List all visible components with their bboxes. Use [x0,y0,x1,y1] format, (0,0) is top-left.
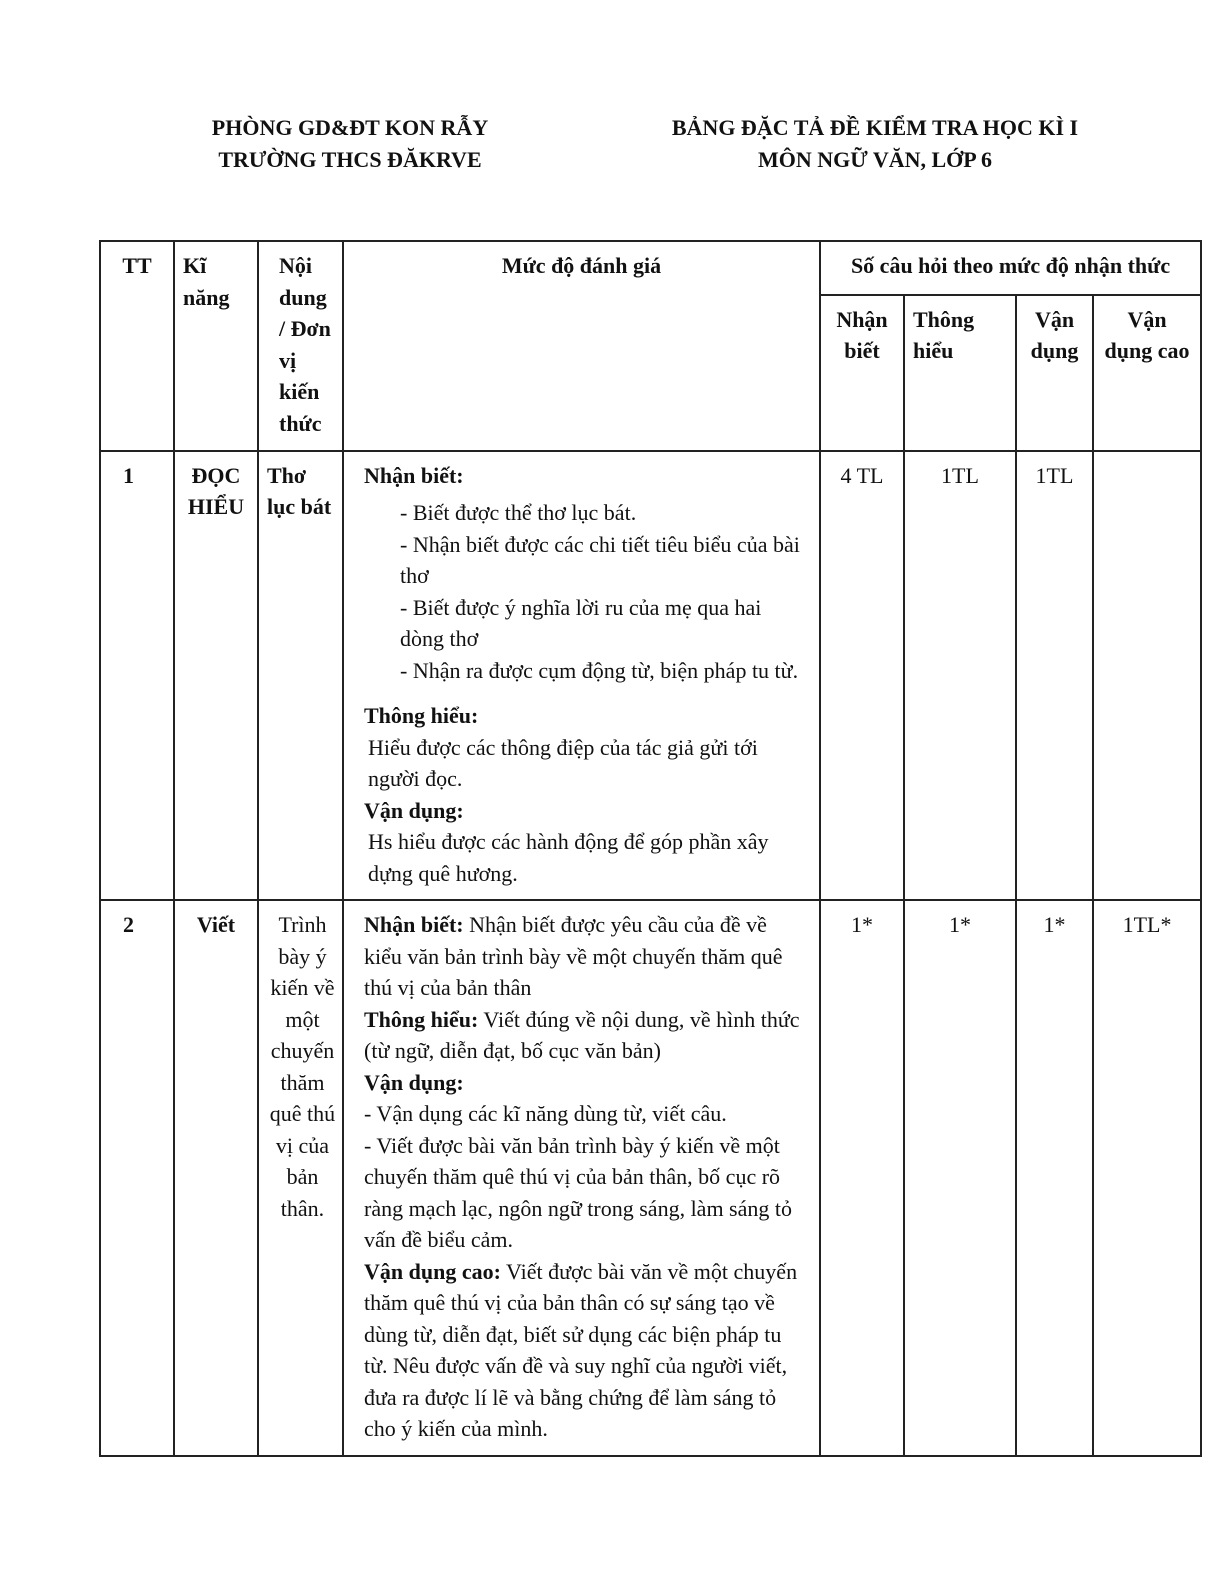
list-item: - Biết được thể thơ lục bát. [400,500,637,525]
col-header-count-group: Số câu hỏi theo mức độ nhận thức [820,241,1201,295]
list-item: - Nhận biết được các chi tiết tiêu biểu của bài thơ [400,531,800,588]
department-name: PHÒNG GD&ĐT KON RẪY [211,115,489,140]
count-apply-high [1093,451,1201,901]
level-text-understand: Hiểu được các thông điệp của tác giả gửi tới người đọc. [368,734,758,791]
level-label-recognize: Nhận biết: [364,462,464,488]
row-number: 1 [100,451,174,901]
col-header-recognize: Nhận biết [820,295,904,451]
row-skill: Viết [174,900,258,1456]
header-row-1 [100,241,1201,295]
col-header-level: Mức độ đánh giá [343,241,820,451]
level-recognize [364,909,803,1004]
list-item: - Biết được ý nghĩa lời ru của mẹ qua hai dòng thơ [400,594,762,651]
row-description [343,451,820,901]
level-label-understand: Thông hiểu: [364,703,479,728]
row-unit: Trình bày ý kiến về một chuyến thăm quê thú vị của bản thân. [258,900,343,1456]
col-header-skill: Kĩ năng [174,241,258,451]
header-left [150,112,550,176]
count-understand: 1TL [904,451,1016,901]
count-recognize: 4 TL [820,451,904,901]
col-header-apply: Vận dụng [1016,295,1093,451]
level-label-apply: Vận dụng: [364,797,464,823]
count-recognize: 1* [820,900,904,1456]
count-apply: 1* [1016,900,1093,1456]
specification-table [99,240,1202,1457]
row-skill: ĐỌC HIỂU [174,451,258,901]
row-description [343,900,820,1456]
list-item: - Vận dụng các kĩ năng dùng từ, viết câu. [364,1101,727,1126]
document-subtitle: MÔN NGỮ VĂN, LỚP 6 [757,147,993,172]
list-item: - Nhận ra được cụm động từ, biện pháp tu từ. [400,657,799,683]
count-apply: 1TL [1016,451,1093,901]
table-row [100,900,1201,1456]
count-understand: 1* [904,900,1016,1456]
level-label-apply-high: Vận dụng cao: [364,1258,501,1284]
header-right [620,112,1130,176]
list-item: - Viết được bài văn bản trình bày ý kiến về một chuyến thăm quê thú vị của bản thân, bố cục rõ ràng mạch lạc, ngôn ngữ trong sáng, làm sáng tỏ vấn đề biểu cảm. [364,1132,792,1252]
level-label-recognize: Nhận biết: [364,912,464,937]
level-understand [364,1004,803,1067]
row-unit: Thơ lục bát [258,451,343,901]
col-header-apply-high: Vận dụng cao [1093,295,1201,451]
col-header-tt: TT [100,241,174,451]
level-text-understand: Viết đúng về nội dung, về hình thức (từ ngữ, diễn đạt, bố cục văn bản) [364,1006,800,1063]
count-apply-high: 1TL* [1093,900,1201,1456]
level-label-apply: Vận dụng: [364,1069,464,1095]
school-name: TRƯỜNG THCS ĐĂKRVE [218,147,482,172]
row-number: 2 [100,900,174,1456]
table-row [100,451,1201,901]
col-header-unit: Nội dung / Đơn vị kiến thức [258,241,343,451]
level-apply-high [364,1256,803,1445]
level-text-recognize: Nhận biết được yêu cầu của đề về kiểu văn bản trình bày về một chuyến thăm quê thú vị của bản thân [364,912,783,1000]
col-header-understand: Thông hiểu [904,295,1016,451]
document-title: BẢNG ĐẶC TẢ ĐỀ KIỂM TRA HỌC KÌ I [671,115,1079,140]
level-label-understand: Thông hiểu: [364,1006,479,1032]
level-text-apply-high: Viết được bài văn về một chuyến thăm quê thú vị của bản thân có sự sáng tạo về dùng từ, diễn đạt, biết sử dụng các biện pháp tu từ. Nêu được vấn đề và suy nghĩ của người viết, đưa ra được lí lẽ và bằng chứng để làm sáng tỏ cho ý kiến của mình. [364,1258,798,1441]
level-text-apply: Hs hiểu được các hành động để góp phần xây dựng quê hương. [368,829,769,886]
